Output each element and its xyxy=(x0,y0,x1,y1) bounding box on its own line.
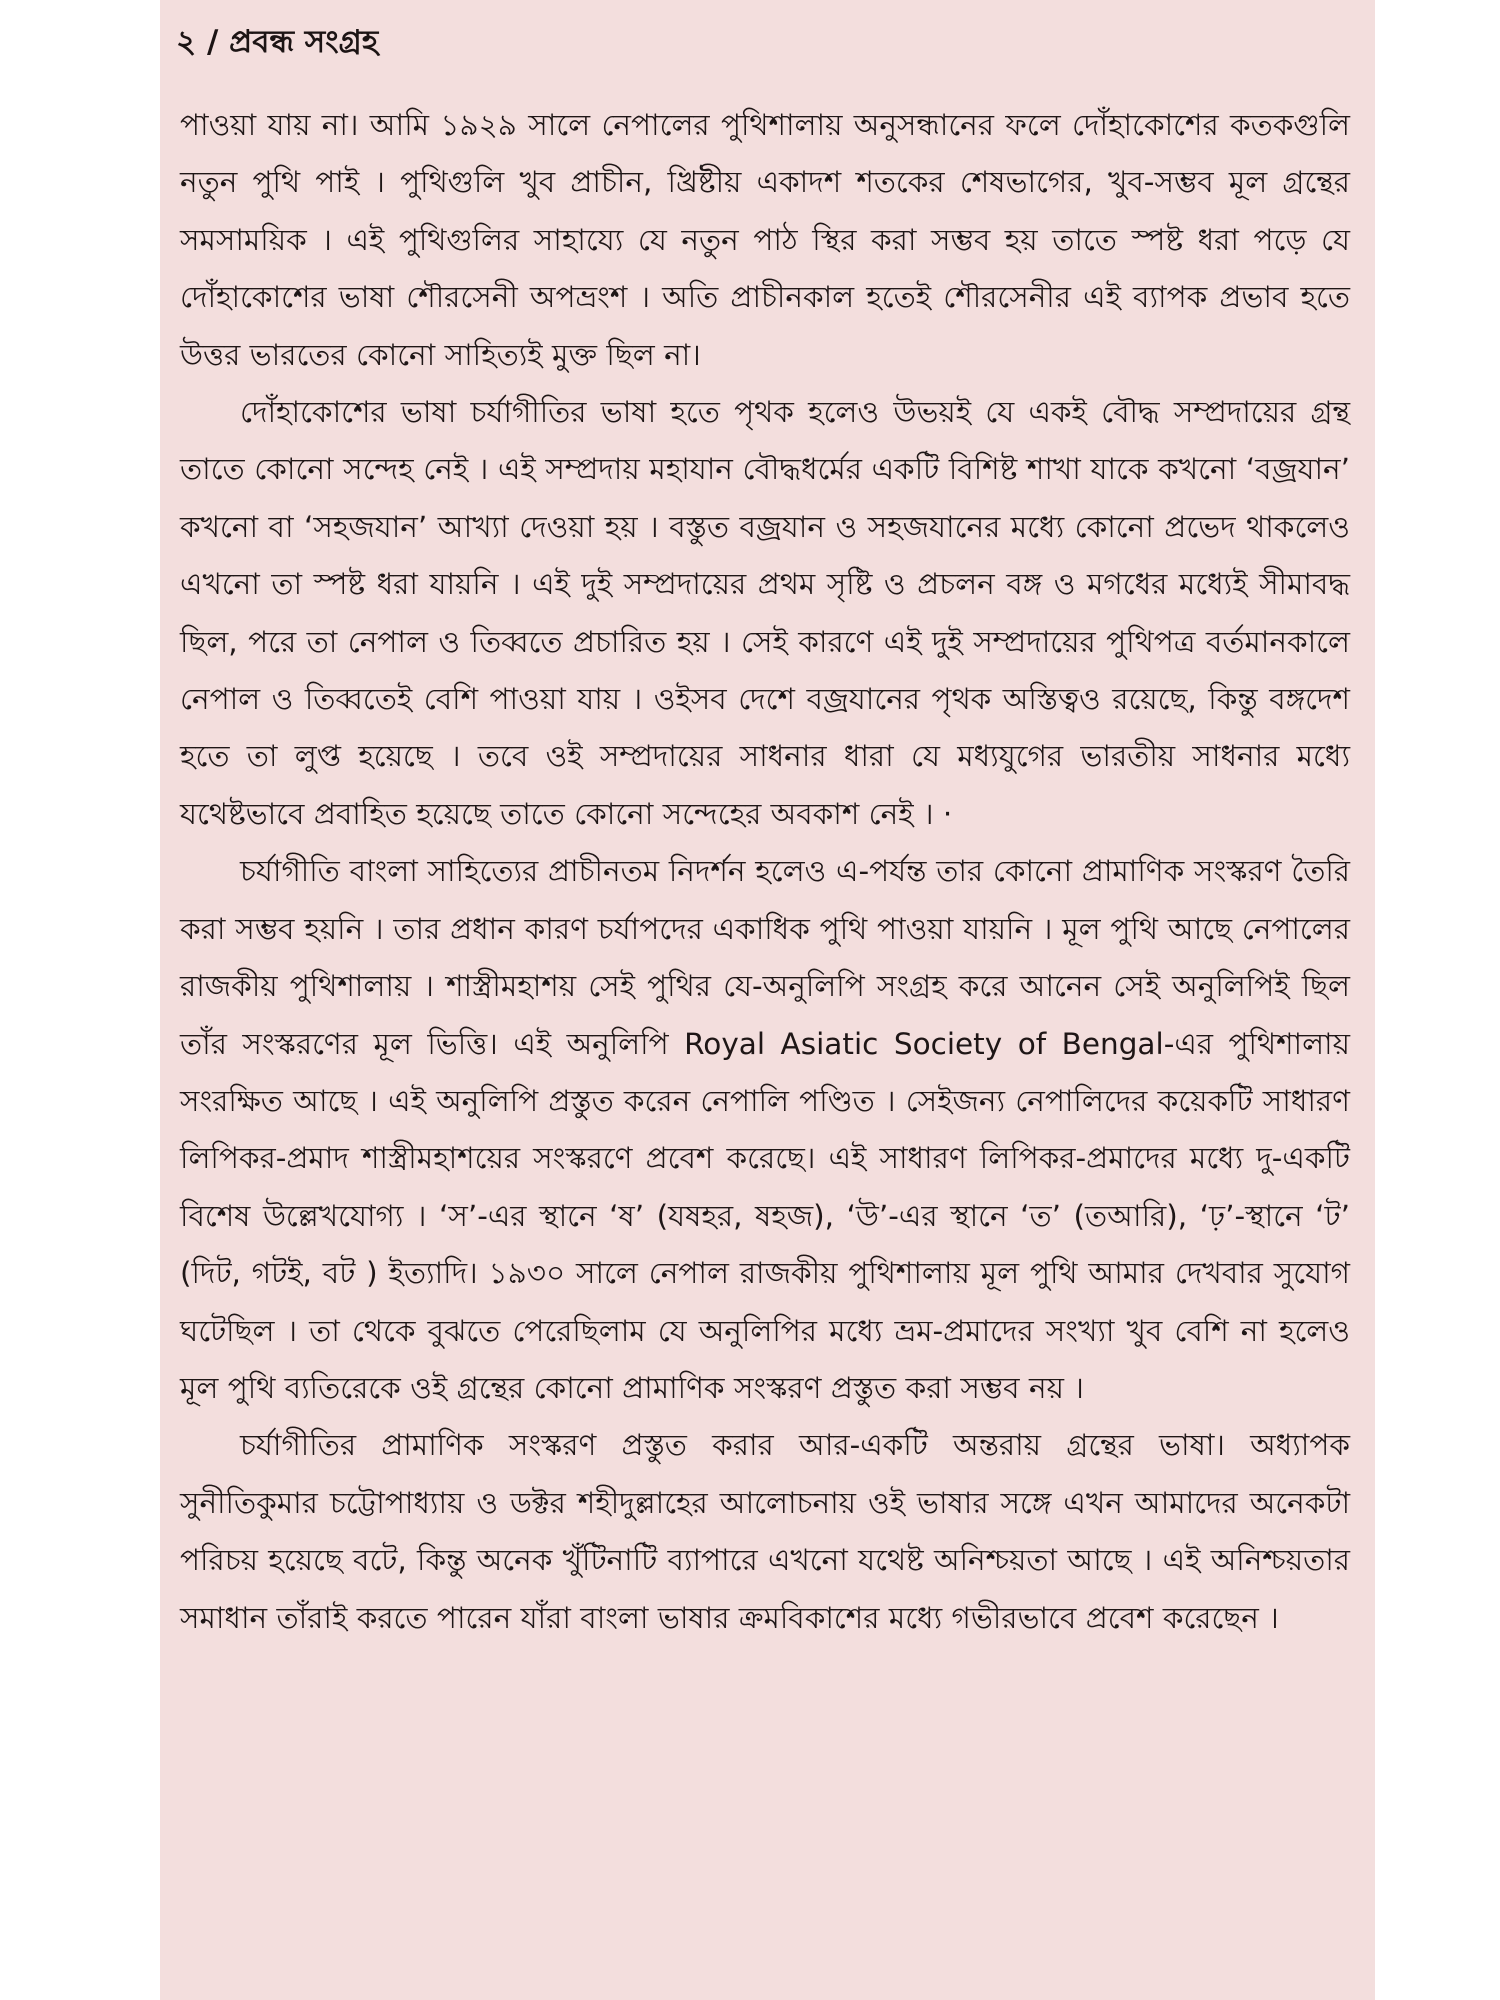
paragraph-3: চর্যাগীতি বাংলা সাহিত্যের প্রাচীনতম নিদর্শন হলেও এ-পর্যন্ত তার কোনো প্রামাণিক সংস্করণ তৈরি করা সম্ভব হয়নি । তার প্রধান কারণ চর্যাপদের একাধিক পুথি পাওয়া যায়নি । মূল পুথি আছে নেপালের রাজকীয় পুথিশালায় । শাস্ত্রীমহাশয় সেই পুথির যে-অনুলিপি সংগ্রহ করে আনেন সেই অনুলিপিই ছিল তাঁর সংস্করণের মূল ভিত্তি। এই অনুলিপি Royal Asiatic Society of Bengal-এর পুথিশালায় সংরক্ষিত আছে । এই অনুলিপি প্রস্তুত করেন নেপালি পণ্ডিত । সেইজন্য নেপালিদের কয়েকটি সাধারণ লিপিকর-প্রমাদ শাস্ত্রীমহাশয়ের সংস্করণে প্রবেশ করেছে। এই সাধারণ লিপিকর-প্রমাদের মধ্যে দু-একটি বিশেষ উল্লেখযোগ্য । ‘স’-এর স্থানে ‘ষ’ (যষহর, ষহজ), ‘উ’-এর স্থানে ‘ত’ (তআরি), ‘ঢ়’-স্থানে ‘ট’ (দিট, গটই, বট ) ইত্যাদি। ১৯৩০ সালে নেপাল রাজকীয় পুথিশালায় মূল পুথি আমার দেখবার সুযোগ ঘটেছিল । তা থেকে বুঝতে পেরেছিলাম যে অনুলিপির মধ্যে ভ্রম-প্রমাদের সংখ্যা খুব বেশি না হলেও মূল পুথি ব্যতিরেকে ওই গ্রন্থের কোনো প্রামাণিক সংস্করণ প্রস্তুত করা সম্ভব নয় । xyxy=(180,854,1350,1405)
running-header: ২ / প্রবন্ধ সংগ্রহ xyxy=(176,24,379,60)
page-body-text xyxy=(180,97,1350,1647)
book-page xyxy=(160,0,1375,2000)
paragraph-2: দোঁহাকোশের ভাষা চর্যাগীতির ভাষা হতে পৃথক হলেও উভয়ই যে একই বৌদ্ধ সম্প্রদায়ের গ্রন্থ তাতে কোনো সন্দেহ নেই । এই সম্প্রদায় মহাযান বৌদ্ধধর্মের একটি বিশিষ্ট শাখা যাকে কখনো ‘বজ্রযান’ কখনো বা ‘সহজযান’ আখ্যা দেওয়া হয় । বস্তুত বজ্রযান ও সহজযানের মধ্যে কোনো প্রভেদ থাকলেও এখনো তা স্পষ্ট ধরা যায়নি । এই দুই সম্প্রদায়ের প্রথম সৃষ্টি ও প্রচলন বঙ্গ ও মগধের মধ্যেই সীমাবদ্ধ ছিল, পরে তা নেপাল ও তিব্বতে প্রচারিত হয় । সেই কারণে এই দুই সম্প্রদায়ের পুথিপত্র বর্তমানকালে নেপাল ও তিব্বতেই বেশি পাওয়া যায় । ওইসব দেশে বজ্রযানের পৃথক অস্তিত্বও রয়েছে, কিন্তু বঙ্গদেশ হতে তা লুপ্ত হয়েছে । তবে ওই সম্প্রদায়ের সাধনার ধারা যে মধ্যযুগের ভারতীয় সাধনার মধ্যে যথেষ্টভাবে প্রবাহিত হয়েছে তাতে কোনো সন্দেহের অবকাশ নেই । · xyxy=(180,395,1350,831)
paragraph-4: চর্যাগীতির প্রামাণিক সংস্করণ প্রস্তুত করার আর-একটি অন্তরায় গ্রন্থের ভাষা। অধ্যাপক সুনীতিকুমার চট্টোপাধ্যায় ও ডক্টর শহীদুল্লাহের আলোচনায় ওই ভাষার সঙ্গে এখন আমাদের অনেকটা পরিচয় হয়েছে বটে, কিন্তু অনেক খুঁটিনাটি ব্যাপারে এখনো যথেষ্ট অনিশ্চয়তা আছে । এই অনিশ্চয়তার সমাধান তাঁরাই করতে পারেন যাঁরা বাংলা ভাষার ক্রমবিকাশের মধ্যে গভীরভাবে প্রবেশ করেছেন । xyxy=(180,1428,1350,1635)
paragraph-1: পাওয়া যায় না। আমি ১৯২৯ সালে নেপালের পুথিশালায় অনুসন্ধানের ফলে দোঁহাকোশের কতকগুলি নতুন পুথি পাই । পুথিগুলি খুব প্রাচীন, খ্রিষ্টীয় একাদশ শতকের শেষভাগের, খুব-সম্ভব মূল গ্রন্থের সমসাময়িক । এই পুথিগুলির সাহায্যে যে নতুন পাঠ স্থির করা সম্ভব হয় তাতে স্পষ্ট ধরা পড়ে যে দোঁহাকোশের ভাষা শৌরসেনী অপভ্রংশ । অতি প্রাচীনকাল হতেই শৌরসেনীর এই ব্যাপক প্রভাব হতে উত্তর ভারতের কোনো সাহিত্যই মুক্ত ছিল না। xyxy=(180,108,1350,372)
